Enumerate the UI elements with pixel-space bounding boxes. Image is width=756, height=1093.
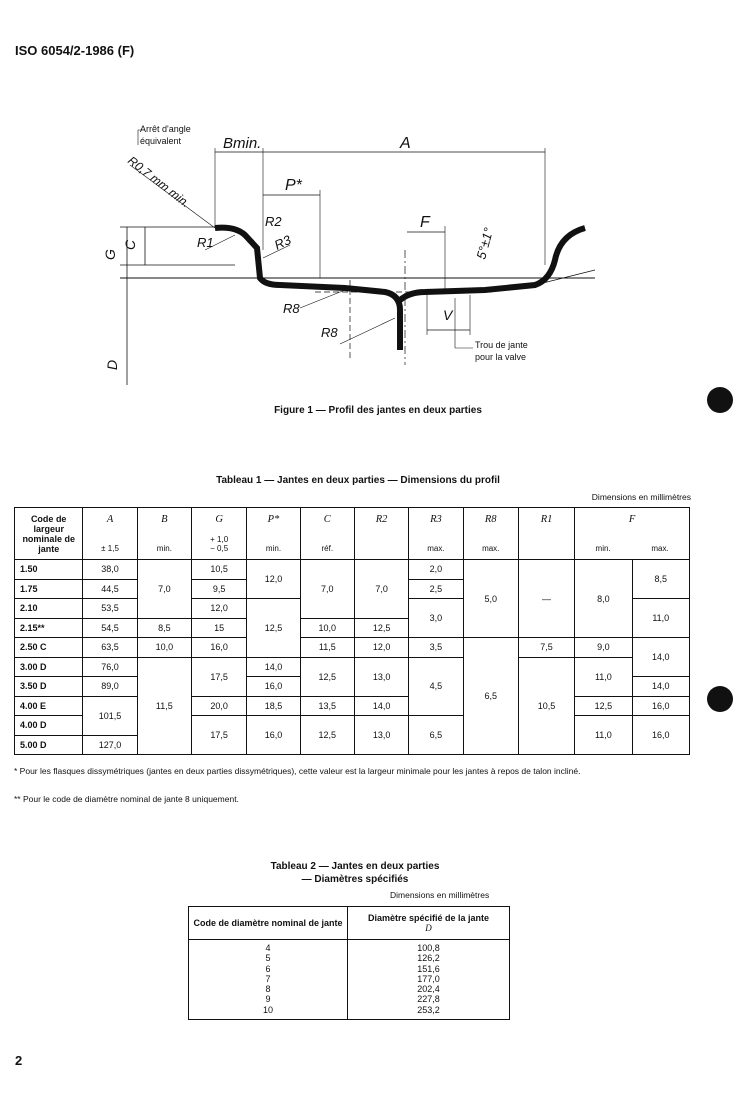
- col-r2-header: R2: [375, 514, 388, 525]
- diameter-code: 7: [189, 974, 348, 984]
- rim-left-flange: [215, 228, 400, 350]
- specified-diameter: 202,4: [348, 984, 510, 994]
- label-a: A: [400, 135, 411, 152]
- rim-code: 5.00 D: [15, 735, 83, 755]
- table-row: 3.00 D 76,0 11,5 17,5 14,0 12,5 13,0 4,5 10,5 11,0: [15, 657, 690, 677]
- col-r8-header: R8: [484, 514, 497, 525]
- specified-diameter: 126,2: [348, 953, 510, 963]
- table-row: 2.10 53,5 12,0 12,5 3,0 11,0: [15, 599, 690, 619]
- label-trou-1: Trou de jante: [475, 340, 528, 350]
- label-angle: 5°±1°: [473, 225, 497, 261]
- table2-units: Dimensions en millimètres: [390, 890, 490, 900]
- table2-title: Tableau 2 — Jantes en deux parties — Diamètres spécifiés: [270, 861, 440, 885]
- table-row: [189, 1005, 510, 1020]
- table-row: 4.00 D 17,5 16,0 12,5 13,0 6,5 11,0 16,0: [15, 716, 690, 736]
- diameter-code: 8: [189, 984, 348, 994]
- col-a-header: A: [106, 514, 114, 525]
- specified-diameter: 151,6: [348, 964, 510, 974]
- rim-code: 4.00 E: [15, 696, 83, 716]
- table1-header-row: Code de largeur nominale de jante A ± 1,5 B min. G + 1,0 − 0,5 P* min. C réf. R2 R3 max. R8 max. R1 F min. max.: [15, 508, 690, 560]
- footnote-double-asterisk: ** Pour le code de diamètre nominal de jante 8 uniquement.: [14, 794, 239, 804]
- diameter-code: 6: [189, 964, 348, 974]
- rim-code: 2.15**: [15, 618, 83, 638]
- col-b-header: B: [161, 514, 168, 525]
- rim-code: 1.50: [15, 560, 83, 580]
- col-r3-header: R3: [430, 514, 442, 525]
- col-code-header: Code de largeur nominale de jante: [15, 508, 83, 560]
- col-diameter-code-header: Code de diamètre nominal de jante: [189, 907, 348, 940]
- specified-diameter: 177,0: [348, 974, 510, 984]
- diameter-code: 10: [189, 1005, 348, 1020]
- label-r2: R2: [265, 214, 282, 229]
- label-trou-2: pour la valve: [475, 352, 527, 362]
- label-c: C: [122, 239, 138, 250]
- diameter-code: 9: [189, 994, 348, 1004]
- table1-profile-dimensions: [14, 507, 690, 755]
- col-p-header: P*: [267, 514, 280, 525]
- col-f-header: F: [628, 514, 636, 525]
- col-c-header: C: [323, 514, 331, 525]
- label-r1: R1: [197, 235, 214, 250]
- label-r8-a: R8: [283, 301, 300, 316]
- col-g-header: G: [215, 514, 223, 525]
- label-f: F: [420, 214, 430, 231]
- label-bmin: Bmin.: [223, 135, 262, 152]
- table-row: 3.50 D 89,0 16,0 14,0: [15, 677, 690, 697]
- table-row: [189, 940, 510, 954]
- table-row: 5.00 D 127,0: [15, 735, 690, 755]
- label-arret: Arrêt d'angle: [140, 124, 191, 134]
- label-p: P*: [285, 177, 302, 194]
- table-row: 2.15** 54,5 8,5 15 10,0 12,5: [15, 618, 690, 638]
- table1-units: Dimensions en millimètres: [591, 492, 691, 502]
- specified-diameter: 227,8: [348, 994, 510, 1004]
- table-row: 4.00 E 101,5 20,0 18,5 13,5 14,0 12,5 16,0: [15, 696, 690, 716]
- table2-specified-diameters: [188, 906, 510, 1020]
- rim-code: 3.50 D: [15, 677, 83, 697]
- specified-diameter: 100,8: [348, 940, 510, 954]
- rim-code: 4.00 D: [15, 716, 83, 736]
- rim-code: 3.00 D: [15, 657, 83, 677]
- diameter-code: 5: [189, 953, 348, 963]
- table-row: [189, 964, 510, 974]
- table-row: [189, 953, 510, 963]
- table-row: 2.50 C 63,5 10,0 16,0 11,5 12,0 3,5 6,5 7,5 9,0 14,0: [15, 638, 690, 658]
- col-r1-header: R1: [540, 514, 553, 525]
- label-r3: R3: [271, 232, 294, 253]
- diameter-code: 4: [189, 940, 348, 954]
- table-row: 1.50 38,0 7,0 10,5 12,0 7,0 7,0 2,0 5,0 — 8,0 8,5: [15, 560, 690, 580]
- table-row: [189, 984, 510, 994]
- table-row: [189, 994, 510, 1004]
- table-row: [189, 974, 510, 984]
- rim-code: 1.75: [15, 579, 83, 599]
- page-number: 2: [15, 1053, 23, 1068]
- rim-profile-figure: [95, 120, 605, 390]
- label-equivalent: équivalent: [140, 136, 182, 146]
- table-row: 1.75 44,5 9,5 2,5: [15, 579, 690, 599]
- specified-diameter: 253,2: [348, 1005, 510, 1020]
- punch-hole: [707, 686, 733, 712]
- rim-code: 2.10: [15, 599, 83, 619]
- figure-caption: Figure 1 — Profil des jantes en deux parties: [274, 405, 482, 416]
- label-v: V: [443, 307, 453, 323]
- rim-code: 2.50 C: [15, 638, 83, 658]
- label-d: D: [104, 359, 120, 370]
- label-g: G: [102, 249, 118, 260]
- document-header: ISO 6054/2-1986 (F): [15, 43, 135, 58]
- col-diameter-header: Diamètre spécifié de la jante D: [348, 907, 510, 940]
- table1-title: Tableau 1 — Jantes en deux parties — Dimensions du profil: [216, 475, 500, 486]
- label-r8-b: R8: [321, 325, 338, 340]
- label-r07: R0,7 mm min.: [125, 153, 193, 211]
- footnote-asterisk: * Pour les flasques dissymétriques (jantes en deux parties dissymétriques), cette valeur est la largeur minimale pour les jantes à repos de talon incliné.: [14, 766, 581, 776]
- punch-hole: [707, 387, 733, 413]
